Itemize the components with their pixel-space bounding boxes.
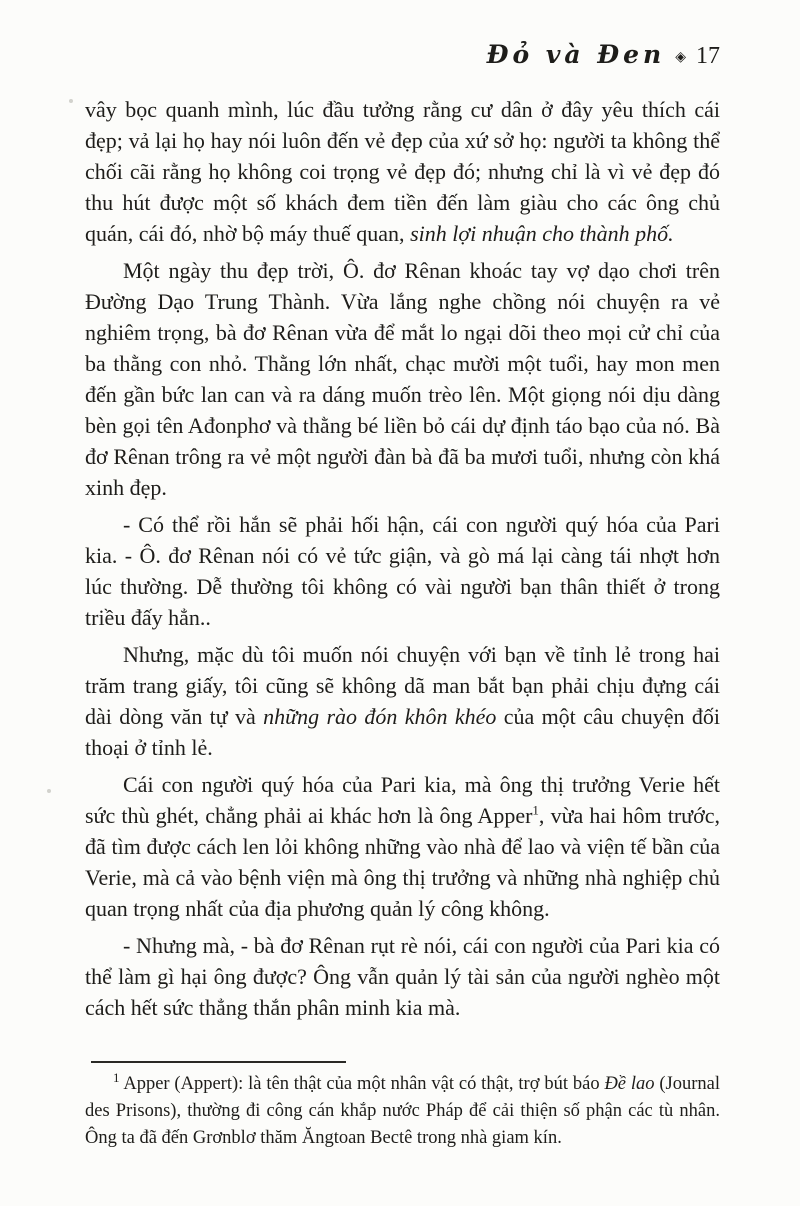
footnote-ref: 1 — [532, 802, 539, 818]
text-run: Nhưng, mặc dù tôi muốn nói chuyện với bạn về tỉnh lẻ trong hai trăm trang giấy, tôi cũng sẽ không dã man bắt bạn phải chịu đựng cái dài dòng văn tự và — [85, 642, 720, 729]
running-header — [85, 40, 720, 74]
text-run: Một ngày thu đẹp trời, Ô. đơ Rênan khoác tay vợ dạo chơi trên Đường Dạo Trung Thành. Vừa lắng nghe chồng nói chuyện ra vẻ nghiêm trọng, bà đơ Rênan vừa để mắt lo ngại dõi theo mọi cử chỉ của ba thằng con nhỏ. Thằng lớn nhất, chạc mười một tuổi, hay mon men đến gần bức lan can và ra dáng muốn trèo lên. Một giọng nói dịu dàng bèn gọi tên Ađonphơ và thằng bé liền bỏ cái dự định táo bạo của nó. Bà đơ Rênan trông ra vẻ một người đàn bà đã ba mươi tuổi, nhưng còn khá xinh đẹp. — [85, 258, 720, 500]
page-number: 17 — [696, 43, 720, 69]
italic-text-run: Đề lao — [604, 1074, 655, 1094]
italic-text-run: sinh lợi nhuận cho thành phố. — [410, 221, 674, 246]
paragraph — [85, 639, 720, 763]
text-run: , vừa hai hôm trước, đã tìm được cách len lỏi không những vào nhà để lao và viện tế bần của Verie, mà cả vào bệnh viện mà ông thị trưởng và những nhà nghiệp chủ quan trọng nhất của địa phương quản lý công không. — [85, 803, 720, 921]
scan-speck — [47, 789, 51, 793]
footnote-ref: 1 — [113, 1069, 120, 1085]
text-run: vây bọc quanh mình, lúc đầu tưởng rằng cư dân ở đây yêu thích cái đẹp; vả lại họ hay nói luôn đến vẻ đẹp của xứ sở họ: người ta không thể chối cãi rằng họ không coi trọng vẻ đẹp đó; nhưng chỉ là vì vẻ đẹp đó thu hút được một số khách đem tiền đến làm giàu cho các ông chủ quán, cái đó, nhờ bộ máy thuế quan, — [85, 97, 720, 246]
text-run: Cái con người quý hóa của Pari kia, mà ông thị trưởng Verie hết sức thù ghét, chẳng phải ai khác hơn là ông Apper — [85, 772, 720, 828]
text-run: - Có thể rồi hắn sẽ phải hối hận, cái con người quý hóa của Pari kia. - Ô. đơ Rênan nói có vẻ tức giận, và gò má lại càng tái nhợt hơn lúc thường. Dễ thường tôi không có vài người bạn thân thiết ở trong triều đấy hẳn.. — [85, 512, 720, 630]
paragraph — [85, 94, 720, 249]
body-text — [85, 94, 720, 1029]
paragraph — [85, 255, 720, 503]
footnote-text — [85, 1071, 720, 1152]
text-run: Apper (Appert): là tên thật của một nhân vật có thật, trợ bút báo — [119, 1074, 605, 1094]
scan-speck — [69, 99, 73, 103]
text-run: (Journal des Prisons), thường đi công cán khắp nước Pháp để cải thiện số phận các tù nhân. Ông ta đã đến Grơnblơ thăm Ăngtoan Bectê trong nhà giam kín. — [85, 1074, 720, 1148]
italic-text-run: những rào đón khôn khéo — [263, 704, 497, 729]
footnote-separator-rule — [91, 1061, 346, 1063]
paragraph — [85, 509, 720, 633]
book-title: Đỏ và Đen — [486, 40, 666, 69]
text-run: của một câu chuyện đối thoại ở tỉnh lẻ. — [85, 704, 720, 760]
footnote-block — [85, 1061, 720, 1152]
paragraph — [85, 930, 720, 1023]
diamond-separator-icon: ◈ — [675, 50, 686, 65]
text-run: - Nhưng mà, - bà đơ Rênan rụt rè nói, cái con người của Pari kia có thể làm gì hại ông được? Ông vẫn quản lý tài sản của người nghèo một cách hết sức thẳng thắn phân minh kia mà. — [85, 933, 720, 1020]
paragraph — [85, 769, 720, 924]
